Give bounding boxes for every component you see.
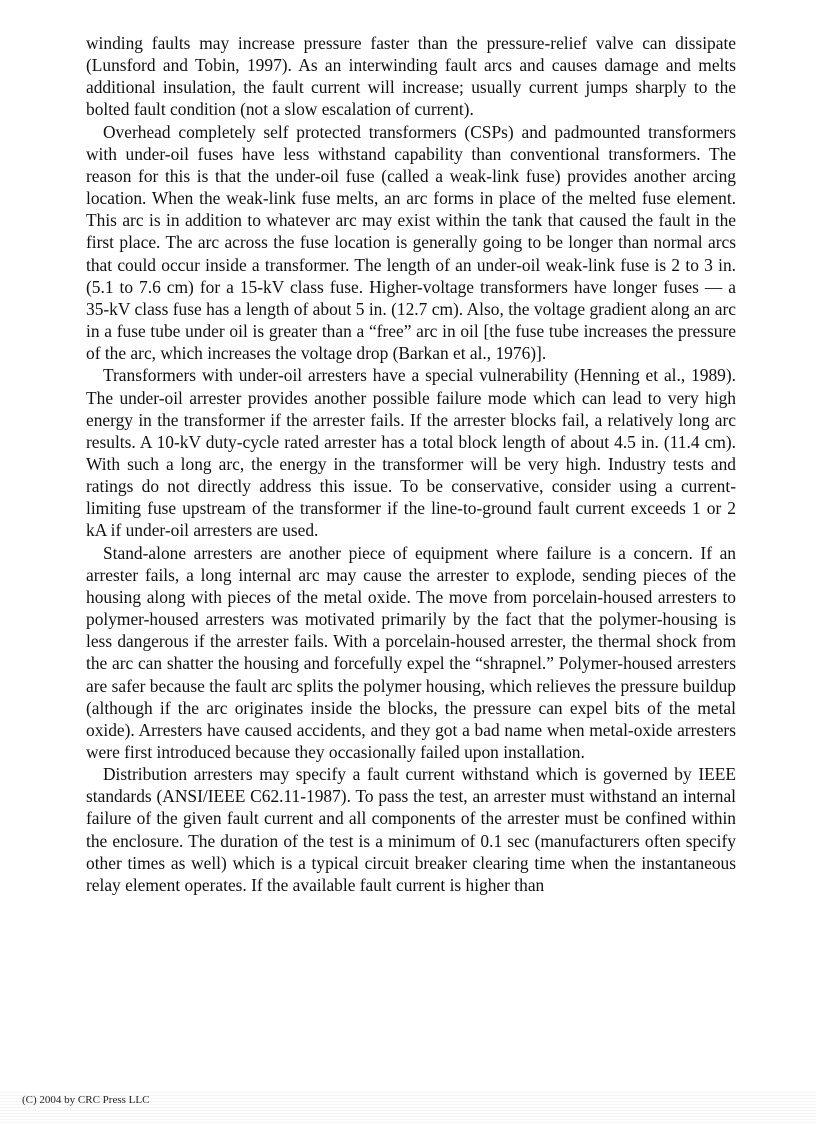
copyright-notice: (C) 2004 by CRC Press LLC	[22, 1094, 150, 1106]
body-text	[86, 32, 736, 896]
paragraph: winding faults may increase pressure faster than the pressure-relief valve can dissipate (Lunsford and Tobin, 1997). As an interwinding fault arcs and causes damage and melts additional insulation, the fault current will increase; usually current jumps sharply to the bolted fault condition (not a slow escalation of current).	[86, 33, 736, 120]
paragraph: Overhead completely self protected transformers (CSPs) and padmounted transformers with under-oil fuses have less withstand capability than conventional transformers. The reason for this is that the under-oil fuse (called a weak-link fuse) provides another arcing location. When the weak-link fuse melts, an arc forms in place of the melted fuse element. This arc is in addition to whatever arc may exist within the tank that caused the fault in the first place. The arc across the fuse location is generally going to be longer than normal arcs that could occur inside a transformer. The length of an under-oil weak-link fuse is 2 to 3 in. (5.1 to 7.6 cm) for a 15-kV class fuse. Higher-voltage transformers have longer fuses — a 35-kV class fuse has a length of about 5 in. (12.7 cm). Also, the voltage gradient along an arc in a fuse tube under oil is greater than a “free” arc in oil [the fuse tube increases the pressure of the arc, which increases the voltage drop (Barkan et al., 1976)].	[86, 121, 736, 364]
paragraph: Stand-alone arresters are another piece of equipment where failure is a concern. If an arrester fails, a long internal arc may cause the arrester to explode, sending pieces of the housing along with pieces of the metal oxide. The move from porcelain-housed arresters to polymer-housed arresters was motivated primarily by the fact that the polymer-housing is less dangerous if the arrester fails. With a porcelain-housed arrester, the thermal shock from the arc can shatter the housing and forcefully expel the “shrapnel.” Polymer-housed arresters are safer because the fault arc splits the polymer housing, which relieves the pressure buildup (although if the arc originates inside the blocks, the pressure can expel bits of the metal oxide). Arresters have caused accidents, and they got a bad name when metal-oxide arresters were first introduced because they occasionally failed upon installation.	[86, 542, 736, 762]
paragraph: Transformers with under-oil arresters have a special vulnerability (Henning et al., 1989). The under-oil arrester provides another possible failure mode which can lead to very high energy in the transformer if the arrester fails. If the arrester blocks fail, a relatively long arc results. A 10-kV duty-cycle rated arrester has a total block length of about 4.5 in. (11.4 cm). With such a long arc, the energy in the transformer will be very high. Industry tests and ratings do not directly address this issue. To be conservative, consider using a current-limiting fuse upstream of the transformer if the line-to-ground fault current exceeds 1 or 2 kA if under-oil arresters are used.	[86, 365, 736, 541]
paragraph: Distribution arresters may specify a fault current withstand which is governed by IEEE standards (ANSI/IEEE C62.11-1987). To pass the test, an arrester must withstand an internal failure of the given fault current and all components of the arrester must be confined within the enclosure. The duration of the test is a minimum of 0.1 sec (manufacturers often specify other times as well) which is a typical circuit breaker clearing time when the instantaneous relay element operates. If the available fault current is higher than	[86, 764, 736, 895]
